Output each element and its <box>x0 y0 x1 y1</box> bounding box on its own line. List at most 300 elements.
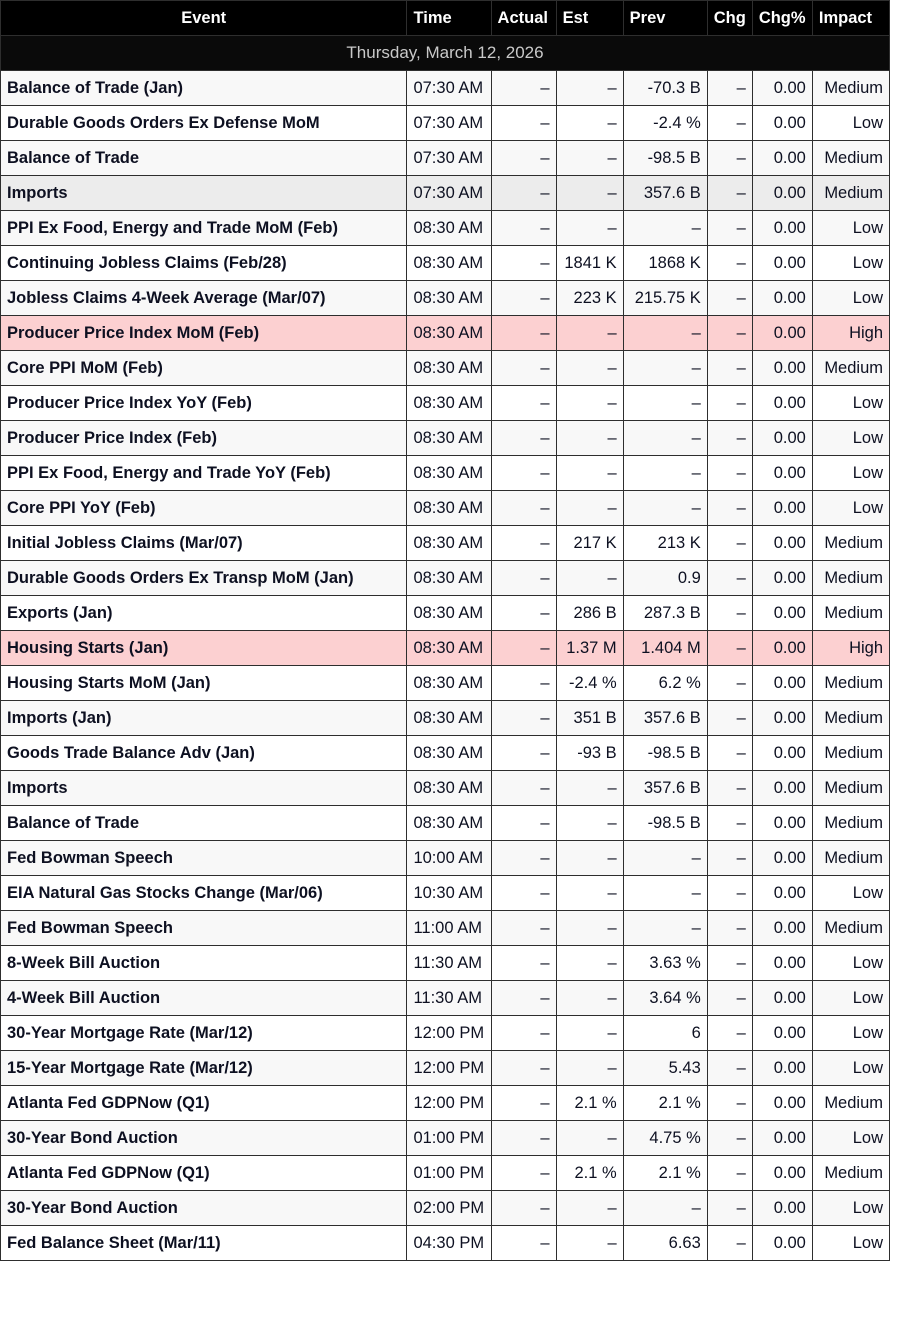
table-row <box>1 456 890 491</box>
chg-value: – <box>707 946 752 981</box>
actual-value: – <box>491 316 556 351</box>
event-link[interactable]: PPI Ex Food, Energy and Trade MoM (Feb) <box>1 211 407 246</box>
chg-value: – <box>707 596 752 631</box>
est-value: 2.1 % <box>556 1086 623 1121</box>
table-row <box>1 1016 890 1051</box>
prev-value: – <box>623 421 707 456</box>
time-value: 12:00 PM <box>407 1051 491 1086</box>
impact-badge: Low <box>812 106 889 141</box>
actual-value: – <box>491 666 556 701</box>
column-header-event: Event <box>1 1 407 36</box>
est-value: – <box>556 176 623 211</box>
impact-badge: Medium <box>812 176 889 211</box>
chg-value: – <box>707 736 752 771</box>
impact-badge: Medium <box>812 701 889 736</box>
chg-value: – <box>707 911 752 946</box>
chgpct-value: 0.00 <box>752 1191 812 1226</box>
chgpct-value: 0.00 <box>752 946 812 981</box>
chgpct-value: 0.00 <box>752 1226 812 1261</box>
chgpct-value: 0.00 <box>752 351 812 386</box>
event-link[interactable]: PPI Ex Food, Energy and Trade YoY (Feb) <box>1 456 407 491</box>
chgpct-value: 0.00 <box>752 211 812 246</box>
time-value: 11:30 AM <box>407 981 491 1016</box>
impact-badge: Low <box>812 1016 889 1051</box>
est-value: – <box>556 1051 623 1086</box>
event-link[interactable]: EIA Natural Gas Stocks Change (Mar/06) <box>1 876 407 911</box>
chg-value: – <box>707 351 752 386</box>
chg-value: – <box>707 631 752 666</box>
prev-value: 6.2 % <box>623 666 707 701</box>
impact-badge: Medium <box>812 1086 889 1121</box>
event-link[interactable]: Atlanta Fed GDPNow (Q1) <box>1 1086 407 1121</box>
actual-value: – <box>491 1191 556 1226</box>
actual-value: – <box>491 876 556 911</box>
table-row <box>1 1051 890 1086</box>
impact-badge: Medium <box>812 351 889 386</box>
table-row <box>1 1121 890 1156</box>
actual-value: – <box>491 386 556 421</box>
event-link[interactable]: Core PPI YoY (Feb) <box>1 491 407 526</box>
table-row <box>1 421 890 456</box>
table-row <box>1 771 890 806</box>
est-value: – <box>556 911 623 946</box>
time-value: 08:30 AM <box>407 526 491 561</box>
chgpct-value: 0.00 <box>752 701 812 736</box>
event-link[interactable]: Producer Price Index MoM (Feb) <box>1 316 407 351</box>
impact-badge: Low <box>812 386 889 421</box>
chg-value: – <box>707 1191 752 1226</box>
chg-value: – <box>707 876 752 911</box>
chgpct-value: 0.00 <box>752 176 812 211</box>
impact-badge: Medium <box>812 71 889 106</box>
prev-value: -98.5 B <box>623 141 707 176</box>
table-row <box>1 491 890 526</box>
event-link[interactable]: Atlanta Fed GDPNow (Q1) <box>1 1156 407 1191</box>
table-row <box>1 911 890 946</box>
est-value: 351 B <box>556 701 623 736</box>
impact-badge: Low <box>812 491 889 526</box>
time-value: 08:30 AM <box>407 386 491 421</box>
est-value: -2.4 % <box>556 666 623 701</box>
prev-value: -98.5 B <box>623 806 707 841</box>
prev-value: – <box>623 316 707 351</box>
column-header-chgpct: Chg% <box>752 1 812 36</box>
est-value: – <box>556 211 623 246</box>
event-link[interactable]: 15-Year Mortgage Rate (Mar/12) <box>1 1051 407 1086</box>
prev-value: – <box>623 211 707 246</box>
actual-value: – <box>491 246 556 281</box>
actual-value: – <box>491 351 556 386</box>
time-value: 07:30 AM <box>407 141 491 176</box>
time-value: 08:30 AM <box>407 806 491 841</box>
est-value: – <box>556 456 623 491</box>
actual-value: – <box>491 596 556 631</box>
impact-badge: Low <box>812 1191 889 1226</box>
time-value: 08:30 AM <box>407 701 491 736</box>
est-value: – <box>556 946 623 981</box>
actual-value: – <box>491 701 556 736</box>
est-value: – <box>556 316 623 351</box>
event-link[interactable]: Balance of Trade (Jan) <box>1 71 407 106</box>
actual-value: – <box>491 1156 556 1191</box>
table-row <box>1 176 890 211</box>
actual-value: – <box>491 981 556 1016</box>
prev-value: – <box>623 491 707 526</box>
prev-value: 3.63 % <box>623 946 707 981</box>
time-value: 08:30 AM <box>407 491 491 526</box>
time-value: 08:30 AM <box>407 666 491 701</box>
actual-value: – <box>491 1051 556 1086</box>
est-value: – <box>556 351 623 386</box>
prev-value: -98.5 B <box>623 736 707 771</box>
table-row <box>1 631 890 666</box>
chg-value: – <box>707 71 752 106</box>
prev-value: 215.75 K <box>623 281 707 316</box>
chg-value: – <box>707 421 752 456</box>
time-value: 01:00 PM <box>407 1121 491 1156</box>
est-value: 223 K <box>556 281 623 316</box>
est-value: – <box>556 71 623 106</box>
chgpct-value: 0.00 <box>752 1051 812 1086</box>
table-row <box>1 1191 890 1226</box>
calendar-body <box>1 36 890 1261</box>
actual-value: – <box>491 911 556 946</box>
chg-value: – <box>707 701 752 736</box>
actual-value: – <box>491 561 556 596</box>
time-value: 10:00 AM <box>407 841 491 876</box>
impact-badge: Low <box>812 1121 889 1156</box>
event-link[interactable]: Durable Goods Orders Ex Transp MoM (Jan) <box>1 561 407 596</box>
event-link[interactable]: Fed Balance Sheet (Mar/11) <box>1 1226 407 1261</box>
chg-value: – <box>707 246 752 281</box>
prev-value: 357.6 B <box>623 701 707 736</box>
chgpct-value: 0.00 <box>752 1086 812 1121</box>
time-value: 11:00 AM <box>407 911 491 946</box>
chg-value: – <box>707 141 752 176</box>
impact-badge: Low <box>812 246 889 281</box>
prev-value: 6.63 <box>623 1226 707 1261</box>
table-row <box>1 841 890 876</box>
prev-value: – <box>623 456 707 491</box>
impact-badge: Low <box>812 981 889 1016</box>
chgpct-value: 0.00 <box>752 71 812 106</box>
time-value: 12:00 PM <box>407 1086 491 1121</box>
chgpct-value: 0.00 <box>752 841 812 876</box>
impact-badge: Low <box>812 281 889 316</box>
impact-badge: Low <box>812 876 889 911</box>
table-row <box>1 561 890 596</box>
chgpct-value: 0.00 <box>752 491 812 526</box>
impact-badge: Medium <box>812 526 889 561</box>
actual-value: – <box>491 456 556 491</box>
prev-value: 5.43 <box>623 1051 707 1086</box>
event-link[interactable]: Imports <box>1 771 407 806</box>
chg-value: – <box>707 666 752 701</box>
event-link[interactable]: 30-Year Bond Auction <box>1 1121 407 1156</box>
table-row <box>1 736 890 771</box>
chg-value: – <box>707 561 752 596</box>
table-row <box>1 666 890 701</box>
chgpct-value: 0.00 <box>752 631 812 666</box>
table-row <box>1 141 890 176</box>
event-link[interactable]: Producer Price Index (Feb) <box>1 421 407 456</box>
est-value: – <box>556 141 623 176</box>
chg-value: – <box>707 1086 752 1121</box>
prev-value: 213 K <box>623 526 707 561</box>
table-row <box>1 981 890 1016</box>
prev-value: – <box>623 876 707 911</box>
est-value: – <box>556 386 623 421</box>
chg-value: – <box>707 806 752 841</box>
table-row <box>1 281 890 316</box>
est-value: 1841 K <box>556 246 623 281</box>
chg-value: – <box>707 316 752 351</box>
table-row <box>1 246 890 281</box>
est-value: – <box>556 1016 623 1051</box>
event-link[interactable]: 30-Year Mortgage Rate (Mar/12) <box>1 1016 407 1051</box>
est-value: 2.1 % <box>556 1156 623 1191</box>
actual-value: – <box>491 1086 556 1121</box>
chgpct-value: 0.00 <box>752 246 812 281</box>
event-link[interactable]: Durable Goods Orders Ex Defense MoM <box>1 106 407 141</box>
impact-badge: Medium <box>812 141 889 176</box>
table-row <box>1 386 890 421</box>
event-link[interactable]: Continuing Jobless Claims (Feb/28) <box>1 246 407 281</box>
table-row <box>1 106 890 141</box>
prev-value: 357.6 B <box>623 176 707 211</box>
chg-value: – <box>707 1051 752 1086</box>
impact-badge: Low <box>812 946 889 981</box>
chgpct-value: 0.00 <box>752 281 812 316</box>
chgpct-value: 0.00 <box>752 771 812 806</box>
column-header-time: Time <box>407 1 491 36</box>
time-value: 07:30 AM <box>407 176 491 211</box>
actual-value: – <box>491 176 556 211</box>
table-row <box>1 526 890 561</box>
chg-value: – <box>707 771 752 806</box>
chg-value: – <box>707 456 752 491</box>
chgpct-value: 0.00 <box>752 1121 812 1156</box>
chg-value: – <box>707 841 752 876</box>
chgpct-value: 0.00 <box>752 1016 812 1051</box>
time-value: 08:30 AM <box>407 351 491 386</box>
actual-value: – <box>491 771 556 806</box>
chg-value: – <box>707 211 752 246</box>
prev-value: 0.9 <box>623 561 707 596</box>
event-link[interactable]: Balance of Trade <box>1 806 407 841</box>
chgpct-value: 0.00 <box>752 456 812 491</box>
actual-value: – <box>491 526 556 561</box>
event-link[interactable]: Fed Bowman Speech <box>1 911 407 946</box>
actual-value: – <box>491 841 556 876</box>
est-value: – <box>556 491 623 526</box>
table-row <box>1 946 890 981</box>
impact-badge: Low <box>812 1226 889 1261</box>
time-value: 08:30 AM <box>407 631 491 666</box>
chg-value: – <box>707 176 752 211</box>
event-link[interactable]: Fed Bowman Speech <box>1 841 407 876</box>
prev-value: 4.75 % <box>623 1121 707 1156</box>
table-row <box>1 1156 890 1191</box>
event-link[interactable]: Housing Starts (Jan) <box>1 631 407 666</box>
prev-value: -70.3 B <box>623 71 707 106</box>
event-link[interactable]: Goods Trade Balance Adv (Jan) <box>1 736 407 771</box>
est-value: – <box>556 1226 623 1261</box>
est-value: – <box>556 876 623 911</box>
chgpct-value: 0.00 <box>752 386 812 421</box>
est-value: -93 B <box>556 736 623 771</box>
impact-badge: Medium <box>812 596 889 631</box>
chgpct-value: 0.00 <box>752 981 812 1016</box>
est-value: – <box>556 771 623 806</box>
est-value: – <box>556 1121 623 1156</box>
event-link[interactable]: 30-Year Bond Auction <box>1 1191 407 1226</box>
chgpct-value: 0.00 <box>752 911 812 946</box>
est-value: 286 B <box>556 596 623 631</box>
column-header-chg: Chg <box>707 1 752 36</box>
actual-value: – <box>491 1226 556 1261</box>
event-link[interactable]: Core PPI MoM (Feb) <box>1 351 407 386</box>
time-value: 08:30 AM <box>407 316 491 351</box>
prev-value: 287.3 B <box>623 596 707 631</box>
time-value: 08:30 AM <box>407 736 491 771</box>
column-header-est: Est <box>556 1 623 36</box>
est-value: 1.37 M <box>556 631 623 666</box>
chg-value: – <box>707 1016 752 1051</box>
est-value: – <box>556 106 623 141</box>
time-value: 07:30 AM <box>407 106 491 141</box>
table-row <box>1 806 890 841</box>
prev-value: – <box>623 351 707 386</box>
event-link[interactable]: Balance of Trade <box>1 141 407 176</box>
actual-value: – <box>491 736 556 771</box>
impact-badge: Medium <box>812 561 889 596</box>
table-row <box>1 316 890 351</box>
chgpct-value: 0.00 <box>752 316 812 351</box>
column-header-row <box>1 1 890 36</box>
table-row <box>1 211 890 246</box>
chgpct-value: 0.00 <box>752 666 812 701</box>
est-value: – <box>556 561 623 596</box>
impact-badge: Medium <box>812 736 889 771</box>
prev-value: 357.6 B <box>623 771 707 806</box>
actual-value: – <box>491 631 556 666</box>
prev-value: 1868 K <box>623 246 707 281</box>
impact-badge: Medium <box>812 666 889 701</box>
time-value: 01:00 PM <box>407 1156 491 1191</box>
chg-value: – <box>707 1156 752 1191</box>
time-value: 08:30 AM <box>407 771 491 806</box>
event-link[interactable]: Imports (Jan) <box>1 701 407 736</box>
prev-value: – <box>623 1191 707 1226</box>
time-value: 11:30 AM <box>407 946 491 981</box>
est-value: – <box>556 421 623 456</box>
impact-badge: Low <box>812 456 889 491</box>
table-row <box>1 71 890 106</box>
time-value: 02:00 PM <box>407 1191 491 1226</box>
column-header-prev: Prev <box>623 1 707 36</box>
chgpct-value: 0.00 <box>752 561 812 596</box>
time-value: 08:30 AM <box>407 456 491 491</box>
impact-badge: Low <box>812 211 889 246</box>
chgpct-value: 0.00 <box>752 106 812 141</box>
column-header-impact: Impact <box>812 1 889 36</box>
impact-badge: Medium <box>812 1156 889 1191</box>
event-link[interactable]: Housing Starts MoM (Jan) <box>1 666 407 701</box>
event-link[interactable]: Jobless Claims 4-Week Average (Mar/07) <box>1 281 407 316</box>
chg-value: – <box>707 281 752 316</box>
prev-value: – <box>623 386 707 421</box>
time-value: 08:30 AM <box>407 281 491 316</box>
table-row <box>1 1226 890 1261</box>
chgpct-value: 0.00 <box>752 876 812 911</box>
actual-value: – <box>491 211 556 246</box>
event-link[interactable]: 4-Week Bill Auction <box>1 981 407 1016</box>
time-value: 08:30 AM <box>407 561 491 596</box>
chgpct-value: 0.00 <box>752 526 812 561</box>
table-row <box>1 1086 890 1121</box>
event-link[interactable]: 8-Week Bill Auction <box>1 946 407 981</box>
actual-value: – <box>491 806 556 841</box>
impact-badge: High <box>812 631 889 666</box>
actual-value: – <box>491 106 556 141</box>
impact-badge: Medium <box>812 771 889 806</box>
event-link[interactable]: Initial Jobless Claims (Mar/07) <box>1 526 407 561</box>
prev-value: 6 <box>623 1016 707 1051</box>
prev-value: 1.404 M <box>623 631 707 666</box>
impact-badge: High <box>812 316 889 351</box>
chg-value: – <box>707 981 752 1016</box>
actual-value: – <box>491 1016 556 1051</box>
time-value: 08:30 AM <box>407 596 491 631</box>
prev-value: 2.1 % <box>623 1086 707 1121</box>
date-header-row <box>1 36 890 71</box>
chg-value: – <box>707 386 752 421</box>
actual-value: – <box>491 1121 556 1156</box>
chgpct-value: 0.00 <box>752 806 812 841</box>
prev-value: – <box>623 841 707 876</box>
time-value: 08:30 AM <box>407 211 491 246</box>
time-value: 04:30 PM <box>407 1226 491 1261</box>
actual-value: – <box>491 946 556 981</box>
column-header-actual: Actual <box>491 1 556 36</box>
event-link[interactable]: Imports <box>1 176 407 211</box>
chgpct-value: 0.00 <box>752 596 812 631</box>
impact-badge: Low <box>812 1051 889 1086</box>
est-value: – <box>556 806 623 841</box>
chg-value: – <box>707 526 752 561</box>
chg-value: – <box>707 491 752 526</box>
chgpct-value: 0.00 <box>752 736 812 771</box>
est-value: 217 K <box>556 526 623 561</box>
event-link[interactable]: Exports (Jan) <box>1 596 407 631</box>
chgpct-value: 0.00 <box>752 421 812 456</box>
actual-value: – <box>491 141 556 176</box>
chgpct-value: 0.00 <box>752 141 812 176</box>
est-value: – <box>556 1191 623 1226</box>
time-value: 08:30 AM <box>407 246 491 281</box>
actual-value: – <box>491 71 556 106</box>
prev-value: 3.64 % <box>623 981 707 1016</box>
time-value: 10:30 AM <box>407 876 491 911</box>
table-row <box>1 701 890 736</box>
actual-value: – <box>491 421 556 456</box>
chg-value: – <box>707 1226 752 1261</box>
time-value: 12:00 PM <box>407 1016 491 1051</box>
est-value: – <box>556 841 623 876</box>
event-link[interactable]: Producer Price Index YoY (Feb) <box>1 386 407 421</box>
actual-value: – <box>491 491 556 526</box>
